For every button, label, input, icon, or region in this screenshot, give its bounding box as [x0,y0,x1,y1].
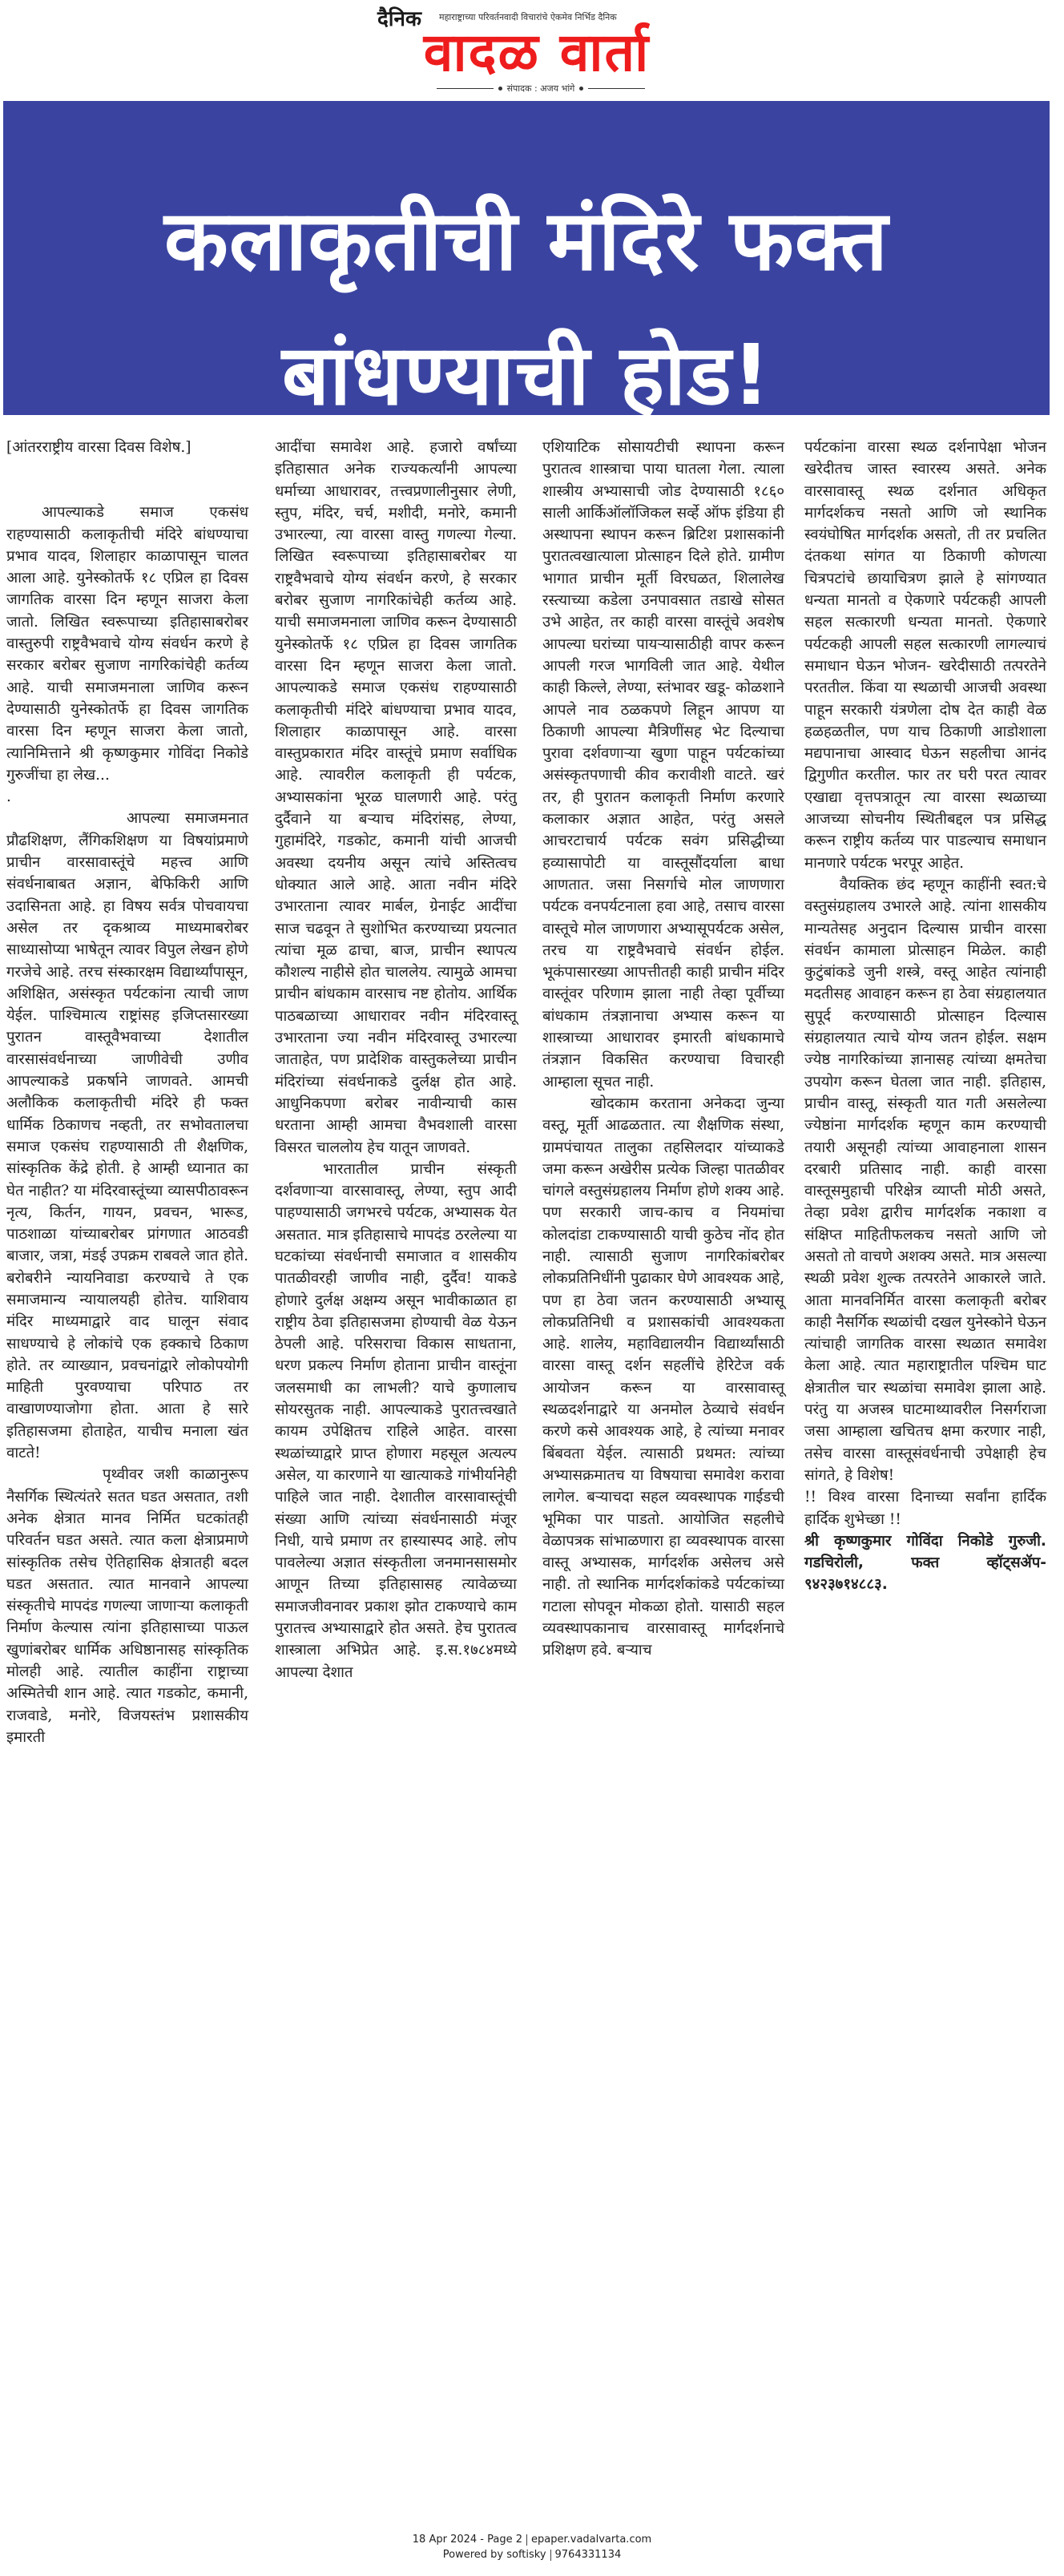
headline-banner [3,101,1050,424]
article-paragraph: आपल्या समाजमनात प्रौढशिक्षण, लैंगिकशिक्षण या विषयांप्रमाणे प्राचीन वारसावास्तूंचे महत्त्व आणि संवर्धनाबाबत अज्ञान, बेफिकिरी आणि उदासिनता आहे. हा विषय सर्वत्र पोचवायचा असेल तर दृकश्राव्य माध्यमाबरोबर साध्यासोप्या भाषेतून त्यावर विपुल लेखन होणे गरजेचे आहे. तरच संस्कारक्षम विद्यार्थ्यांपासून, अशिक्षित, असंस्कृत पर्यटकांना त्याची जाण येईल. पाश्चिमात्य राष्ट्रांसह इजिप्तसारख्या पुरातन वास्तूवैभवाच्या देशातील वारसासंवर्धनाच्या जाणीवेची उणीव आपल्याकडे प्रकर्षाने जाणवते. आमची अलौकिक कलाकृतीची मंदिरे ही फक्त धार्मिक ठिकाणच नव्हती, तर सभोवतालचा समाज एकसंघ राहण्यासाठी ती शैक्षणिक, सांस्कृतिक केंद्रे होती. हे आम्ही ध्यानात का घेत नाहीत? या मंदिरवास्तूंच्या व्यासपीठावरून नृत्य, किर्तन, गायन, प्रवचन, भारूड, पाठशाळा यांच्याबरोबर प्रांगणात आठवडी बाजार, जत्रा, मंडई उपक्रम राबवले जात होते. बरोबरीने न्यायनिवाडा करण्याचे ते एक समाजमान्य न्यायालयही होतेच. याशिवाय मंदिर माध्यमाद्वारे वाद घालून संवाद साधण्याचे हे लोकांचे एक हक्काचे ठिकाण होते. तर व्याख्यान, प्रवचनांद्वारे लोकोपयोगी माहिती पुरवण्याचा परिपाठ तर वाखाणण्याजोगा होता. आता हे सारे इतिहासजमा होताहेत, याचीच मनाला खंत वाटते! [6,810,248,1462]
article-column-2 [275,437,517,1683]
article-paragraph: आदींचा समावेश आहे. हजारो वर्षांच्या इतिहासात अनेक राज्यकर्त्यांनी आपल्या धर्माच्या आधारावर, तत्त्वप्रणालीनुसार लेणी, स्तुप, मंदिर, चर्च, मशीदी, मनोरे, कमानी उभारल्या, त्या वारसा वास्तु गणल्या गेल्या. लिखित स्वरूपाच्या इतिहासाबरोबर या राष्ट्रवैभवाचे योग्य संवर्धन करणे, हे सरकार बरोबर सुजाण नागरिकांचेही कर्तव्य आहे. याची समाजमनाला जाणिव करून देण्यासाठी युनेस्कोतर्फे १८ एप्रिल हा दिवस जागतिक वारसा दिन म्हणून साजरा केला जातो. आपल्याकडे समाज एकसंध राहण्यासाठी कलाकृतीची मंदिरे बांधण्याचा प्रभाव यादव, शिलाहार काळापासून आहे. वारसा वास्तुप्रकारात मंदिर वास्तूंचे प्रमाण सर्वाधिक आहे. त्यावरील कलाकृती ही पर्यटक, अभ्यासकांना भूरळ घालणारी आहे. परंतु दुर्दैवाने या बऱ्याच मंदिरांसह, लेण्या, गुहामंदिरे, गडकोट, कमानी यांची आजची अवस्था दयनीय असून त्यांचे अस्तित्वच धोक्यात आले आहे. आता नवीन मंदिरे उभारताना त्यावर मार्बल, ग्रेनाईट आदींचा साज चढवून ते सुशोभित करण्याच्या प्रयत्नात त्यांचा मूळ ढाचा, बाज, प्राचीन स्थापत्य कौशल्य नाहीसे होत चाललेय. त्यामुळे आमचा प्राचीन बांधकाम वारसाच नष्ट होतोय. आर्थिक पाठबळाच्या आधारावर नवीन मंदिरवास्तू उभारताना ज्या नवीन मंदिरवास्तू उभारल्या जाताहेत, पण प्रादेशिक वास्तुकलेच्या प्राचीन मंदिरांच्या संवर्धनाकडे दुर्लक्ष होत आहे. आधुनिकपणा बरोबर नावीन्याची कास धरताना आम्ही आमचा वैभवशाली वारसा विसरत चाललोय हेच यातून जाणवते. [275,439,517,1156]
article-paragraph: . [6,788,11,806]
article-paragraph: वैयक्तिक छंद म्हणून काहींनी स्वत:चे वस्तुसंग्रहालय उभारले आहे. त्यांना शासकीय मान्यतेसह अनुदान दिल्यास प्राचीन वारसा संवर्धन कामाला प्रोत्साहन मिळेल. काही कुटुंबांकडे जुनी शस्त्रे, वस्तू आहेत त्यांनाही मदतीसह आवाहन करून हा ठेवा संग्रहालयात सुपूर्द करण्यासाठी प्रोत्साहन दिल्यास संग्रहालयात त्याचे योग्य जतन होईल. सक्षम ज्येष्ठ नागरिकांच्या ज्ञानासह त्यांच्या क्षमतेचा उपयोग करून घेतला जात नाही. इतिहास, प्राचीन वास्तू, संस्कृती यात गती असलेल्या ज्येष्ठांना मार्गदर्शक म्हणून काम करण्याची तयारी असूनही त्यांच्या आवाहनाला शासन दरबारी प्रतिसाद नाही. काही वारसा वास्तूसमुहाची परिक्षेत्र व्याप्ती मोठी असते, तेव्हा प्रवेश द्वारीच मार्गदर्शक नकाशा व संक्षिप्त माहितीफलकच नसतो आणि जो असतो तो वाचणे अशक्य असते. मात्र असल्या स्थळी प्रवेश शुल्क तत्परतेने आकारले जाते. आता मानवनिर्मित वारसा कलाकृती बरोबर काही नैसर्गिक स्थळांची दखल युनेस्कोने घेऊन त्यांचाही जागतिक वारसा स्थळात समावेश केला आहे. त्यात महाराष्ट्रातील पश्चिम घाट क्षेत्रातील चार स्थळांचा समावेश झाला आहे. परंतु या अजस्त्र घाटमाथ्यावरील निसर्गराजा जसा आम्हाला खचितच क्षमा करणार नाही, तसेच वारसा वास्तूसंवर्धनाची उपेक्षाही हेच सांगते, हे विशेष! [804,876,1046,1484]
article-kicker: [आंतरराष्ट्रीय वारसा दिवस विशेष.] [6,439,191,456]
article-byline: श्री कृष्णकुमार गोविंदा निकोडे गुरुजी. गडचिरोली, फक्त व्हॉट्सॲप- ९४२३७१४८८३. [804,1532,1046,1594]
editor-name: संपादक : अजय भांगे [506,83,575,94]
article-paragraph: भारतातील प्राचीन संस्कृती दर्शवणाऱ्या वारसावास्तू, लेण्या, स्तुप आदी पाहण्यासाठी जगभरचे पर्यटक, अभ्यासक येत असतात. मात्र इतिहासाचे मापदंड ठरलेल्या या घटकांच्या संवर्धनाची समाजात व शासकीय पातळीवरही जाणीव नाही, दुर्दैव! याकडे होणारे दुर्लक्ष अक्षम्य असून भावीकाळात हा राष्ट्रीय ठेवा इतिहासजमा होण्याची वेळ येऊन ठेपली आहे. परिसराचा विकास साधताना, धरण प्रकल्प निर्माण होताना प्राचीन वास्तूंना जलसमाधी का लाभली? याचे कुणालाच सोयरसुतक नाही. आपल्याकडे पुरातत्त्वखाते कायम उपेक्षितच राहिले आहेत. वारसा स्थळांच्याद्वारे प्राप्त होणारा महसूल अत्यल्प असेल, या कारणाने या खात्याकडे गांभीर्यानेही पाहिले जात नाही. देशातील वारसावास्तूंची संख्या आणि त्यांच्या संवर्धनासाठी मंजूर निधी, याचे प्रमाण तर हास्यास्पद आहे. लोप पावलेल्या अज्ञात संस्कृतीला जनमानसासमोर आणून तिच्या इतिहासासह त्यावेळच्या समाजजीवनावर प्रकाश झोत टाकण्याचे काम पुरातत्त्व अभ्यासाद्वारे होत असते. हेच पुरातत्व शास्त्राला अभिप्रेत आहे. इ.स.१७८४मध्ये आपल्या देशात [275,1160,517,1681]
masthead-logo [373,3,701,93]
article-paragraph: पृथ्वीवर जशी काळानुरूप नैसर्गिक स्थित्यंतरे सतत घडत असतात, तशी अनेक क्षेत्रात मानव निर्मित घटकांतही परिवर्तन घडत असते. त्यात कला क्षेत्राप्रमाणे सांस्कृतिक तसेच ऐतिहासिक क्षेत्रातही बदल घडत असतात. त्यात मानवाने आपल्या संस्कृतीचे मापदंड गणल्या जाणाऱ्या कलाकृती निर्माण केल्यास त्यांना इतिहासाच्या पाऊल खुणांबरोबर धार्मिक अधिष्ठानासह सांस्कृतिक मोलही आहे. त्यातील काहींना राष्ट्राच्या अस्मितेची शान आहे. त्यात गडकोट, कमानी, राजवाडे, मनोरे, विजयस्तंभ प्रशासकीय इमारती [6,1466,248,1746]
bullet-icon [579,87,583,91]
headline-line-2: बांधण्याची होड! [281,325,772,424]
contact-phone: 9764331134 [554,2549,622,2561]
divider [526,2534,527,2546]
newspaper-title: वादळ वार्ता [423,22,651,83]
headline [3,173,1050,442]
site-link[interactable]: epaper.vadalvarta.com [531,2534,652,2546]
masthead [0,0,1064,98]
article-greeting: !! विश्व वारसा दिनाच्या सर्वांना हार्दिक हार्दिक शुभेच्छा !! [804,1489,1046,1528]
article-column-1 [6,437,248,1748]
headline-line-1: कलाकृतीची मंदिरे फक्त [164,191,889,289]
article-paragraph: खोदकाम करताना अनेकदा जुन्या वस्तू, मूर्ती आढळतात. त्या शैक्षणिक संस्था, ग्रामपंचायत तालुका तहसिलदार यांच्याकडे जमा करून अखेरीस प्रत्येक जिल्हा पातळीवर चांगले वस्तुसंग्रहालय निर्माण होणे शक्य आहे. पण सरकारी जाच-काच व नियमांचा कोलदांडा टाकण्यासाठी याची कुठेच नोंद होत नाही. त्यासाठी सुजाण नागरिकांबरोबर लोकप्रतिनिधींनी पुढाकार घेणे आवश्यक आहे, पण हा ठेवा जतन करण्यासाठी अभ्यासू लोकप्रतिनिधी व प्रशासकांची आवश्यकता आहे. शालेय, महाविद्यालयीन विद्यार्थ्यांसाठी वारसा वास्तू दर्शन सहलींचे हेरिटेज वर्क आयोजन करून या वारसावास्तू स्थळदर्शनाद्वारे या अनमोल ठेव्याचे संवर्धन करणे कसे आवश्यक आहे, हे त्यांच्या मनावर बिंबवता येईल. त्यासाठी प्रथमत: त्यांच्या अभ्यासक्रमातच या विषयाचा समावेश करावा लागेल. बऱ्याचदा सहल व्यवस्थापक गाईडची भूमिका पार पाडतो. आयोजित सहलीचे वेळापत्रक सांभाळणारा हा व्यवस्थापक वारसा वास्तू अभ्यासक, मार्गदर्शक असेलच असे नाही. तो स्थानिक मार्गदर्शकांकडे पर्यटकांच्या गटाला सोपवून मोकळा होतो. यासाठी सहल व्यवस्थापकानाच वारसावास्तू मार्गदर्शनाचे प्रशिक्षण हवे. बऱ्याच [542,1094,784,1659]
article-column-4 [804,437,1046,1596]
article-column-3 [542,437,784,1662]
masthead-daily-label: दैनिक [377,7,421,31]
powered-by-label: Powered by softisky [442,2549,546,2561]
article-paragraph: एशियाटिक सोसायटीची स्थापना करून पुरातत्व शास्त्राचा पाया घातला गेला. त्याला शास्त्रीय अभ्यासाची जोड देण्यासाठी १८६० साली आर्किऑलॉजिकल सर्व्हे ऑफ इंडिया ही अस्थापना स्थापन करून ब्रिटिश प्रशासकांनी पुरातत्वखात्याला प्रोत्साहन दिले होते. ग्रामीण भागात प्राचीन मूर्ती विरघळत, शिलालेख रस्त्याच्या कडेला उनपावसात तडाखे सोसत उभे आहेत, तर काही वारसा वास्तूंचे अवशेष आपल्या घरांच्या पायऱ्यासाठीही वापर करून आपली गरज भागविली जात आहे. येथील काही किल्ले, लेण्या, स्तंभावर खडू- कोळशाने आपले नाव ठळकपणे लिहून आपण या ठिकाणी आपल्या मैत्रिणींसह भेट दिल्याचा पुरावा दर्शवणाऱ्या खुणा पाहून पर्यटकांच्या असंस्कृतपणाची कीव करावीशी वाटते. खरं तर, ही पुरातन कलाकृती निर्माण करणारे कलाकार अज्ञात आहेत, परंतु असले आचरटाचार्य पर्यटक सवंग प्रसिद्धीच्या हव्यासापोटी या वास्तूसौंदर्याला बाधा आणतात. जसा निसर्गाचे मोल जाणणारा पर्यटक वनपर्यटनाला हवा आहे, तसाच वारसा वास्तूचे मोल जाणणारा अभ्यासूपर्यटक असेल, तरच या राष्ट्रवैभवाचे संवर्धन होईल. भूकंपासारख्या आपत्तीतही काही प्राचीन मंदिर वास्तूंवर परिणाम झाला नाही तेव्हा पूर्वीच्या बांधकाम तंत्रज्ञानाचा अभ्यास करून या शास्त्राच्या आधारावर इमारती बांधकामाचे तंत्रज्ञान विकसित करण्याचा विचारही आम्हाला सूचत नाही. [542,439,784,1090]
page-footer [0,2532,1064,2562]
article-paragraph: आपल्याकडे समाज एकसंध राहण्यासाठी कलाकृतीची मंदिरे बांधण्याचा प्रभाव यादव, शिलाहार काळापासून चालत आला आहे. युनेस्कोतर्फे १८ एप्रिल हा दिवस जागतिक वारसा दिन म्हणून साजरा केला जातो. लिखित स्वरूपाच्या इतिहासाबरोबर वास्तुरुपी राष्ट्रवैभवाचे योग्य संवर्धन करणे हे सरकार बरोबर सुजाण नागरिकांचेही कर्तव्य आहे. याची समाजमनाला जाणिव करून देण्यासाठी युनेस्कोतर्फे हा दिवस जागतिक वारसा दिन म्हणून साजरा केला जातो, त्यानिमित्ताने श्री कृष्णकुमार गोविंदा निकोडे गुरुजींचा हा लेख... [6,504,248,784]
bullet-icon [498,87,502,91]
editor-line [437,82,645,95]
divider [437,88,494,89]
article-body [0,437,1064,2504]
divider [588,88,645,89]
article-paragraph: पर्यटकांना वारसा स्थळ दर्शनापेक्षा भोजन खरेदीतच जास्त स्वारस्य असते. अनेक वारसावास्तू स्थळ दर्शनात अधिकृत मार्गदर्शकच नसतो आणि जो स्थानिक स्वयंघोषित मार्गदर्शक असतो, ती तर प्रचलित दंतकथा सांगत या ठिकाणी कोणत्या चित्रपटांचे छायाचित्रण झाले हे सांगण्यात धन्यता मानतो व ऐकणारे पर्यटकही आपली सहल सत्कारणी धन्यता मानतो. ऐकणारे पर्यटकही आपली सहल सत्कारणी लागल्याचं समाधान घेऊन भोजन- खरेदीसाठी तत्परतेने परततील. किंवा या स्थळाची आजची अवस्था पाहून सरकारी यंत्रणेला दोष देत काही वेळ हळहळतील, पण याच ठिकाणी आडोशाला मद्यपानाचा आस्वाद घेऊन सहलीचा आनंद द्विगुणीत करतील. फार तर घरी परत त्यावर एखाद्या वृत्तपत्रातून त्या वारसा स्थळाच्या आजच्या सोचनीय स्थितीबद्दल पत्र प्रसिद्ध करून राष्ट्रीय कर्तव्य पार पाडल्याच समाधान मानणारे पर्यटक भरपूर आहेत. [804,439,1046,872]
divider [550,2550,551,2561]
masthead-tagline: महाराष्ट्राच्या परिवर्तनवादी विचारांचे ऐकमेव निर्भिड दैनिक [439,12,617,22]
date-page-label: 18 Apr 2024 - Page 2 [412,2534,522,2546]
